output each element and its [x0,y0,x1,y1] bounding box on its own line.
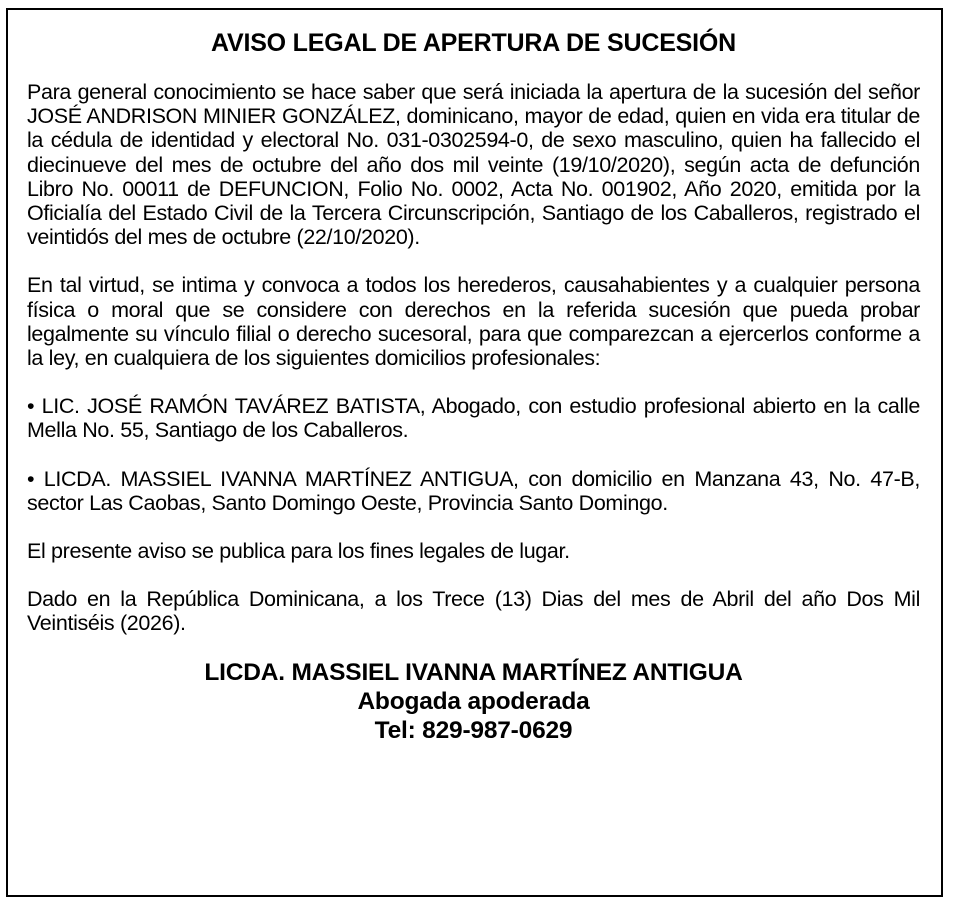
signature-block [27,658,920,745]
paragraph-announcement: Para general conocimiento se hace saber que será iniciada la apertura de la sucesión del señor JOSÉ ANDRISON MINIER GONZÁLEZ, dominicano, mayor de edad, quien en vida era titular de la cédula de identidad y electoral No. 031-0302594-0, de sexo masculino, quien ha fallecido el diecinueve del mes de octubre del año dos mil veinte (19/10/2020), según acta de defunción Libro No. 00011 de DEFUNCION, Folio No. 0002, Acta No. 001902, Año 2020, emitida por la Oficialía del Estado Civil de la Tercera Circunscripción, Santiago de los Caballeros, registrado el veintidós del mes de octubre (22/10/2020). [27,80,920,250]
signature-name: LICDA. MASSIEL IVANNA MARTÍNEZ ANTIGUA [204,658,743,686]
notice-content [27,28,920,745]
paragraph-attorney-1: • LIC. JOSÉ RAMÓN TAVÁREZ BATISTA, Abogado, con estudio profesional abierto en la calle Mella No. 55, Santiago de los Caballeros. [27,394,920,443]
paragraph-attorney-2: • LICDA. MASSIEL IVANNA MARTÍNEZ ANTIGUA, con domicilio en Manzana 43, No. 47-B, sector Las Caobas, Santo Domingo Oeste, Provincia Santo Domingo. [27,466,920,515]
paragraph-date: Dado en la República Dominicana, a los Trece (13) Dias del mes de Abril del año Dos Mil Veintiséis (2026). [27,587,920,636]
signature-phone: Tel: 829-987-0629 [374,716,573,744]
signature-role: Abogada apoderada [357,687,590,715]
paragraph-summons: En tal virtud, se intima y convoca a todos los herederos, causahabientes y a cualquier persona física o moral que se considere con derechos en la referida sucesión que pueda probar legalmente su vínculo filial o derecho sucesoral, para que comparezcan a ejercerlos conforme a la ley, en cualquiera de los siguientes domicilios profesionales: [27,273,920,371]
notice-title: AVISO LEGAL DE APERTURA DE SUCESIÓN [210,29,736,57]
paragraph-publication: El presente aviso se publica para los fines legales de lugar. [27,539,570,564]
